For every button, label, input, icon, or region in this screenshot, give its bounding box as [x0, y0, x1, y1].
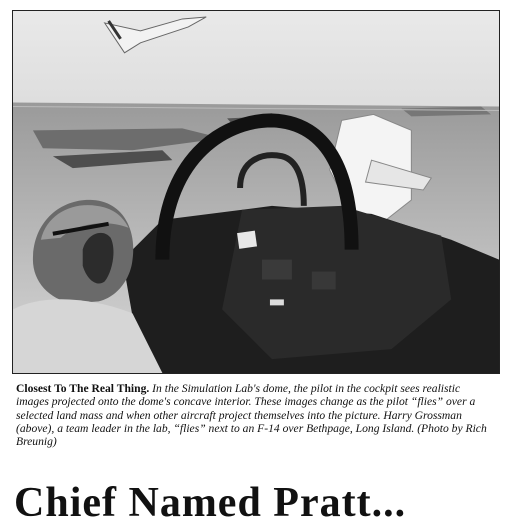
next-article-heading — [14, 480, 506, 526]
cockpit-scene-image — [13, 11, 499, 373]
caption-body: In the Simulation Lab's dome, the pilot in the cockpit sees realistic images projected onto the dome's concave interior. These images change as the pilot “flies” over a selected land mass and when other aircraft project themselves into the picture. Harry Grossman (above), a team leader in the lab, “flies” next to an F-14 over Bethpage, Long Island. (Photo by Rich Breunig) — [16, 382, 487, 449]
next-article-heading-text: Chief Named Pratt... — [14, 480, 407, 526]
caption-lead: Closest To The Real Thing. — [16, 382, 153, 395]
simulator-photo — [12, 10, 500, 374]
photo-caption — [16, 382, 488, 448]
